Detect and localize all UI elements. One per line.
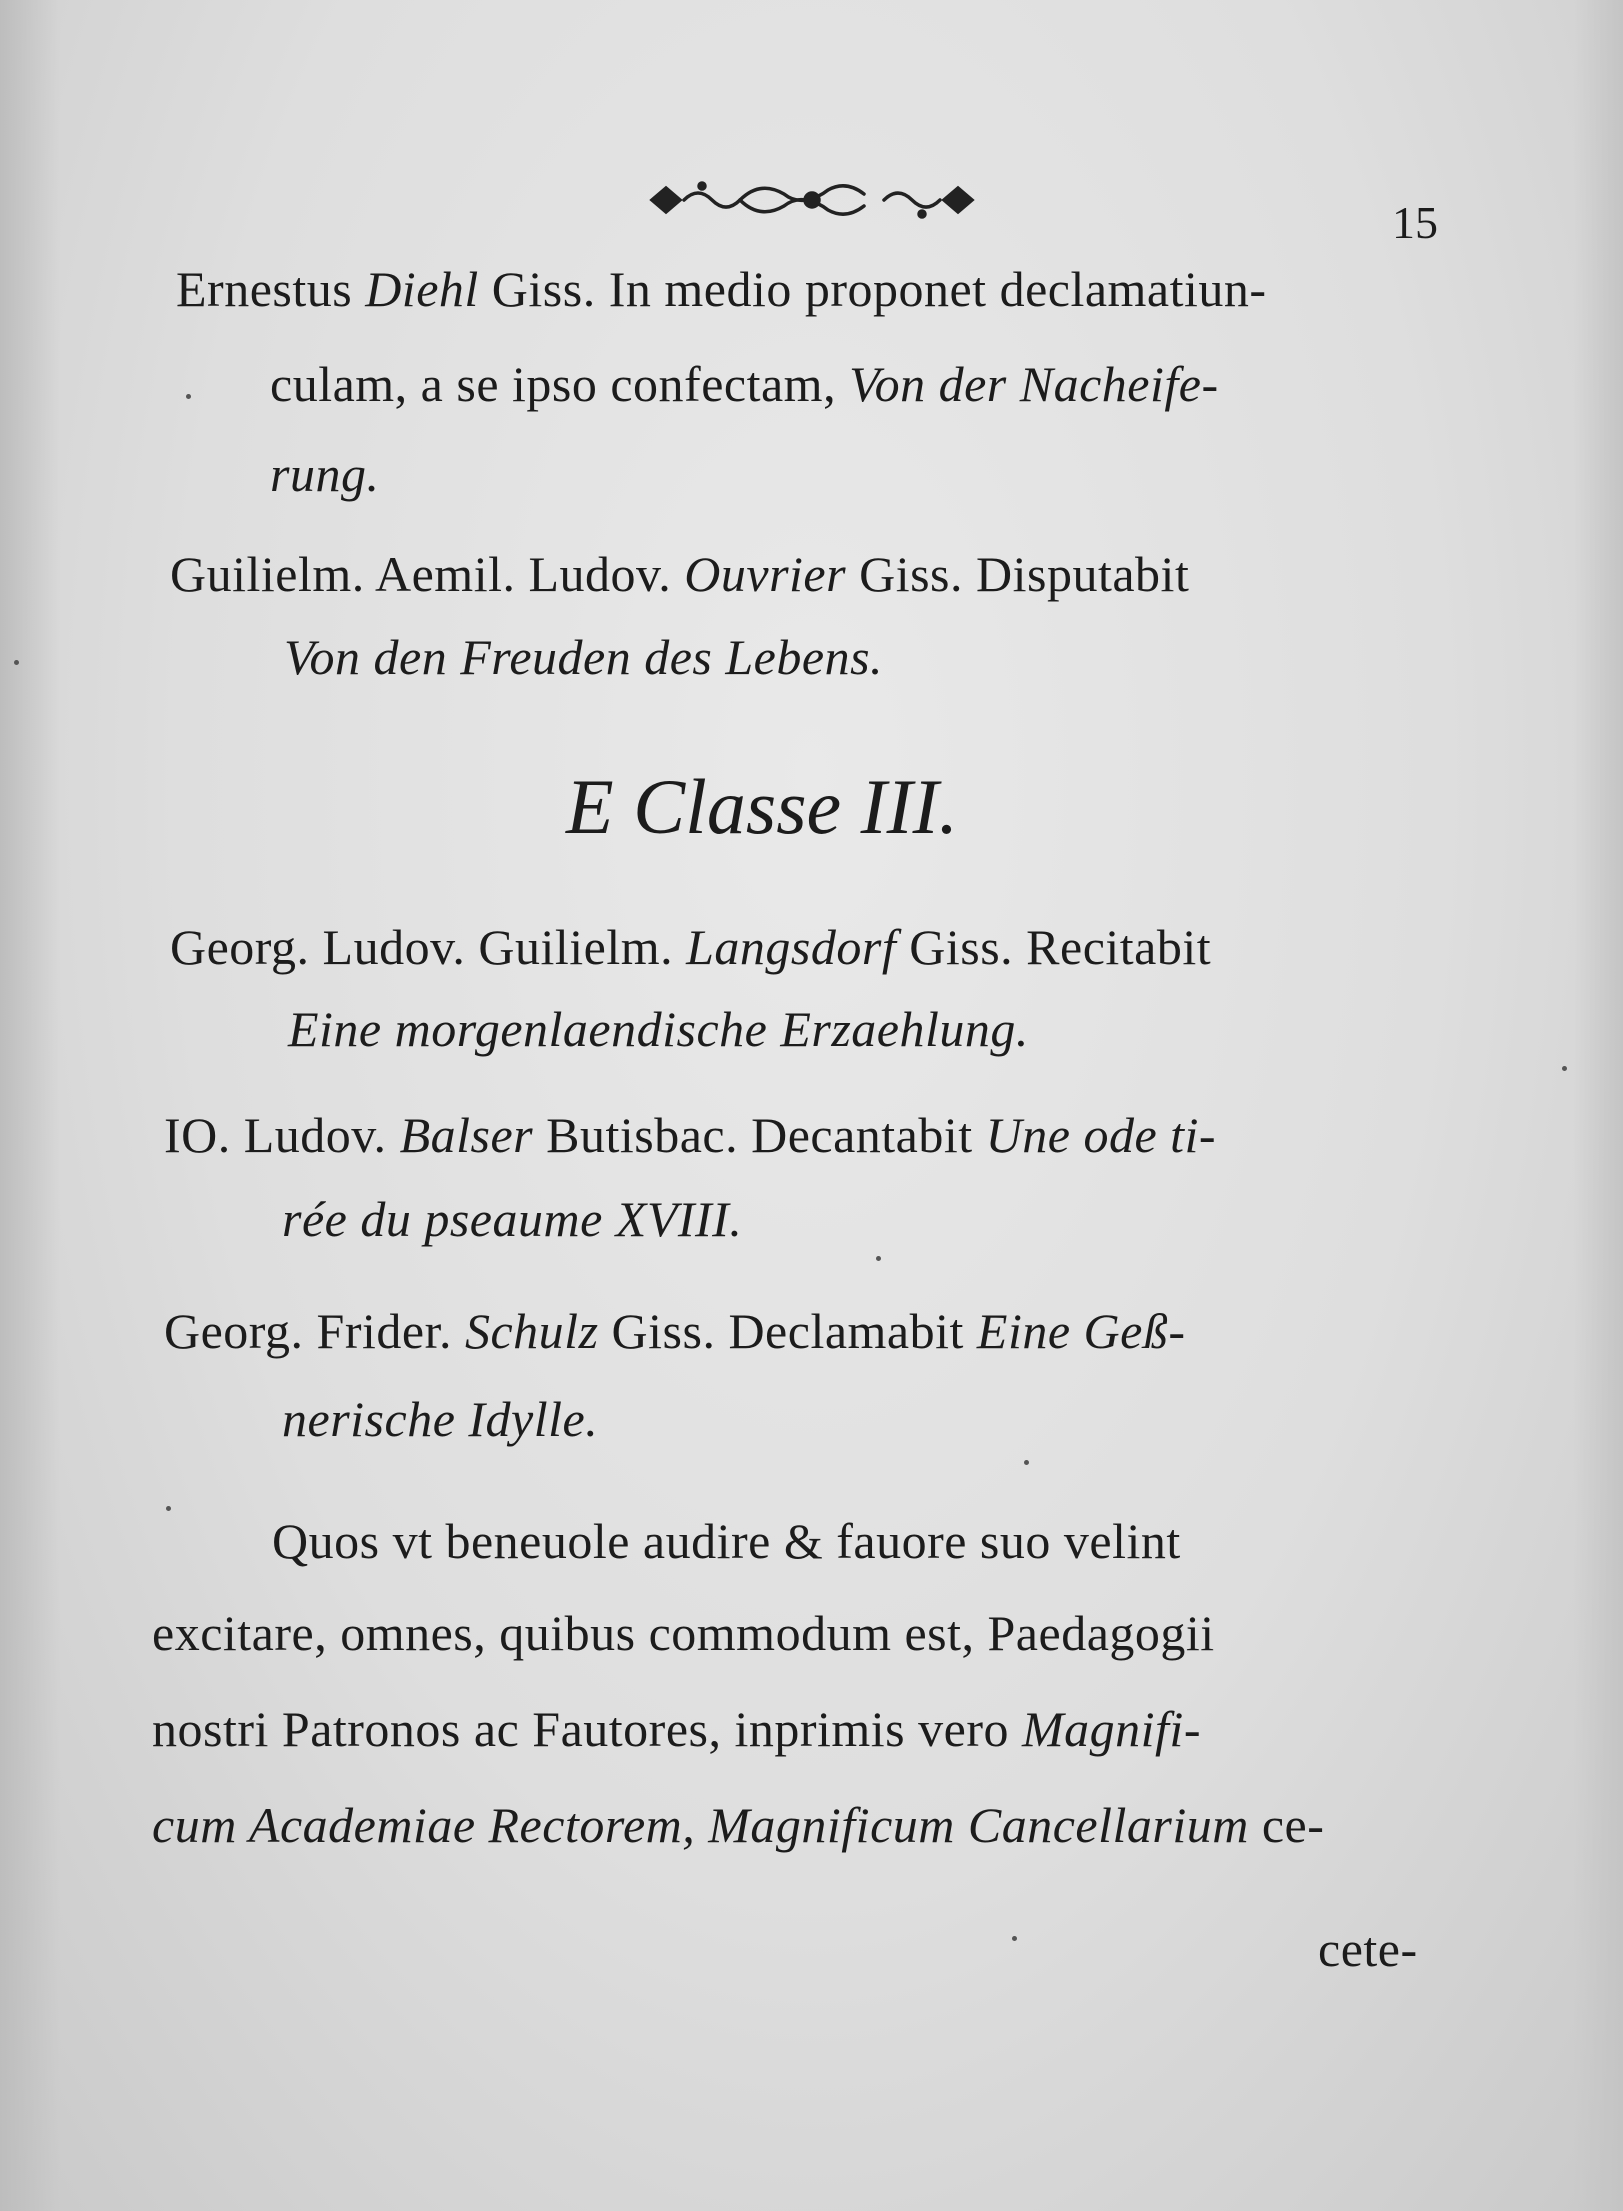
text-line bbox=[270, 355, 1219, 413]
italic-text: nerische Idylle. bbox=[282, 1391, 599, 1447]
italic-text: Schulz bbox=[464, 1303, 599, 1359]
speck bbox=[1562, 1066, 1567, 1071]
text-line bbox=[270, 445, 379, 503]
speck bbox=[166, 1506, 171, 1511]
text: nostri Patronos ac Fautores, inprimis vero bbox=[152, 1701, 1022, 1757]
italic-text: Magnifi- bbox=[1022, 1701, 1201, 1757]
section-heading: E Classe III. bbox=[566, 763, 959, 850]
text-line bbox=[170, 545, 1189, 603]
speck bbox=[186, 394, 191, 399]
text-line bbox=[164, 1106, 1216, 1164]
speck bbox=[1012, 1936, 1017, 1941]
italic-text: rung. bbox=[270, 446, 380, 502]
text: Quos vt beneuole audire & fauore suo velint bbox=[272, 1513, 1181, 1569]
text: Georg. Frider. bbox=[164, 1303, 465, 1359]
text: Giss. Declamabit bbox=[598, 1303, 977, 1359]
text-line bbox=[152, 1604, 1215, 1662]
page-shadow-left bbox=[0, 0, 60, 2211]
text: Giss. Disputabit bbox=[846, 546, 1190, 602]
italic-text: Eine morgenlaendische Erzaehlung. bbox=[288, 1001, 1029, 1057]
speck bbox=[14, 660, 19, 665]
text-line bbox=[164, 1302, 1185, 1360]
text-line bbox=[282, 1190, 742, 1248]
italic-text: Langsdorf bbox=[686, 919, 897, 975]
text: Butisbac. Decantabit bbox=[533, 1107, 986, 1163]
text-line bbox=[272, 1512, 1181, 1570]
italic-text: Une ode ti- bbox=[985, 1107, 1217, 1163]
text: IO. Ludov. bbox=[164, 1107, 400, 1163]
text-line bbox=[282, 1390, 598, 1448]
catchword: cete- bbox=[1318, 1921, 1418, 1977]
italic-text: Balser bbox=[399, 1107, 534, 1163]
text: Giss. In medio proponet declamatiun- bbox=[478, 261, 1267, 317]
italic-text: Von der Nacheife- bbox=[849, 356, 1219, 412]
text: Guilielm. Aemil. Ludov. bbox=[170, 546, 685, 602]
text: ce- bbox=[1248, 1797, 1325, 1853]
text-line bbox=[170, 918, 1211, 976]
speck bbox=[1024, 1460, 1029, 1465]
text-line bbox=[152, 1796, 1324, 1854]
italic-text: Von den Freuden des Lebens. bbox=[284, 629, 884, 685]
italic-text: rée du pseaume XVIII. bbox=[282, 1191, 743, 1247]
headpiece-ornament-icon bbox=[632, 168, 992, 232]
italic-text: Diehl bbox=[365, 261, 479, 317]
text-line bbox=[152, 1700, 1201, 1758]
page-shadow-right bbox=[1573, 0, 1623, 2211]
text: culam, a se ipso confectam, bbox=[270, 356, 850, 412]
text-line bbox=[288, 1000, 1029, 1058]
text-line bbox=[284, 628, 883, 686]
text: Georg. Ludov. Guilielm. bbox=[170, 919, 687, 975]
text: Giss. Recitabit bbox=[896, 919, 1212, 975]
text-line bbox=[176, 260, 1267, 318]
speck bbox=[876, 1256, 881, 1261]
text: Ernestus bbox=[176, 261, 366, 317]
text: excitare, omnes, quibus commodum est, Paedagogii bbox=[152, 1605, 1215, 1661]
italic-text: cum Academiae Rectorem, Magnificum Cancellarium bbox=[152, 1797, 1249, 1853]
page-number: 15 bbox=[1392, 197, 1438, 248]
italic-text: Ouvrier bbox=[684, 546, 847, 602]
italic-text: Eine Geß- bbox=[976, 1303, 1186, 1359]
